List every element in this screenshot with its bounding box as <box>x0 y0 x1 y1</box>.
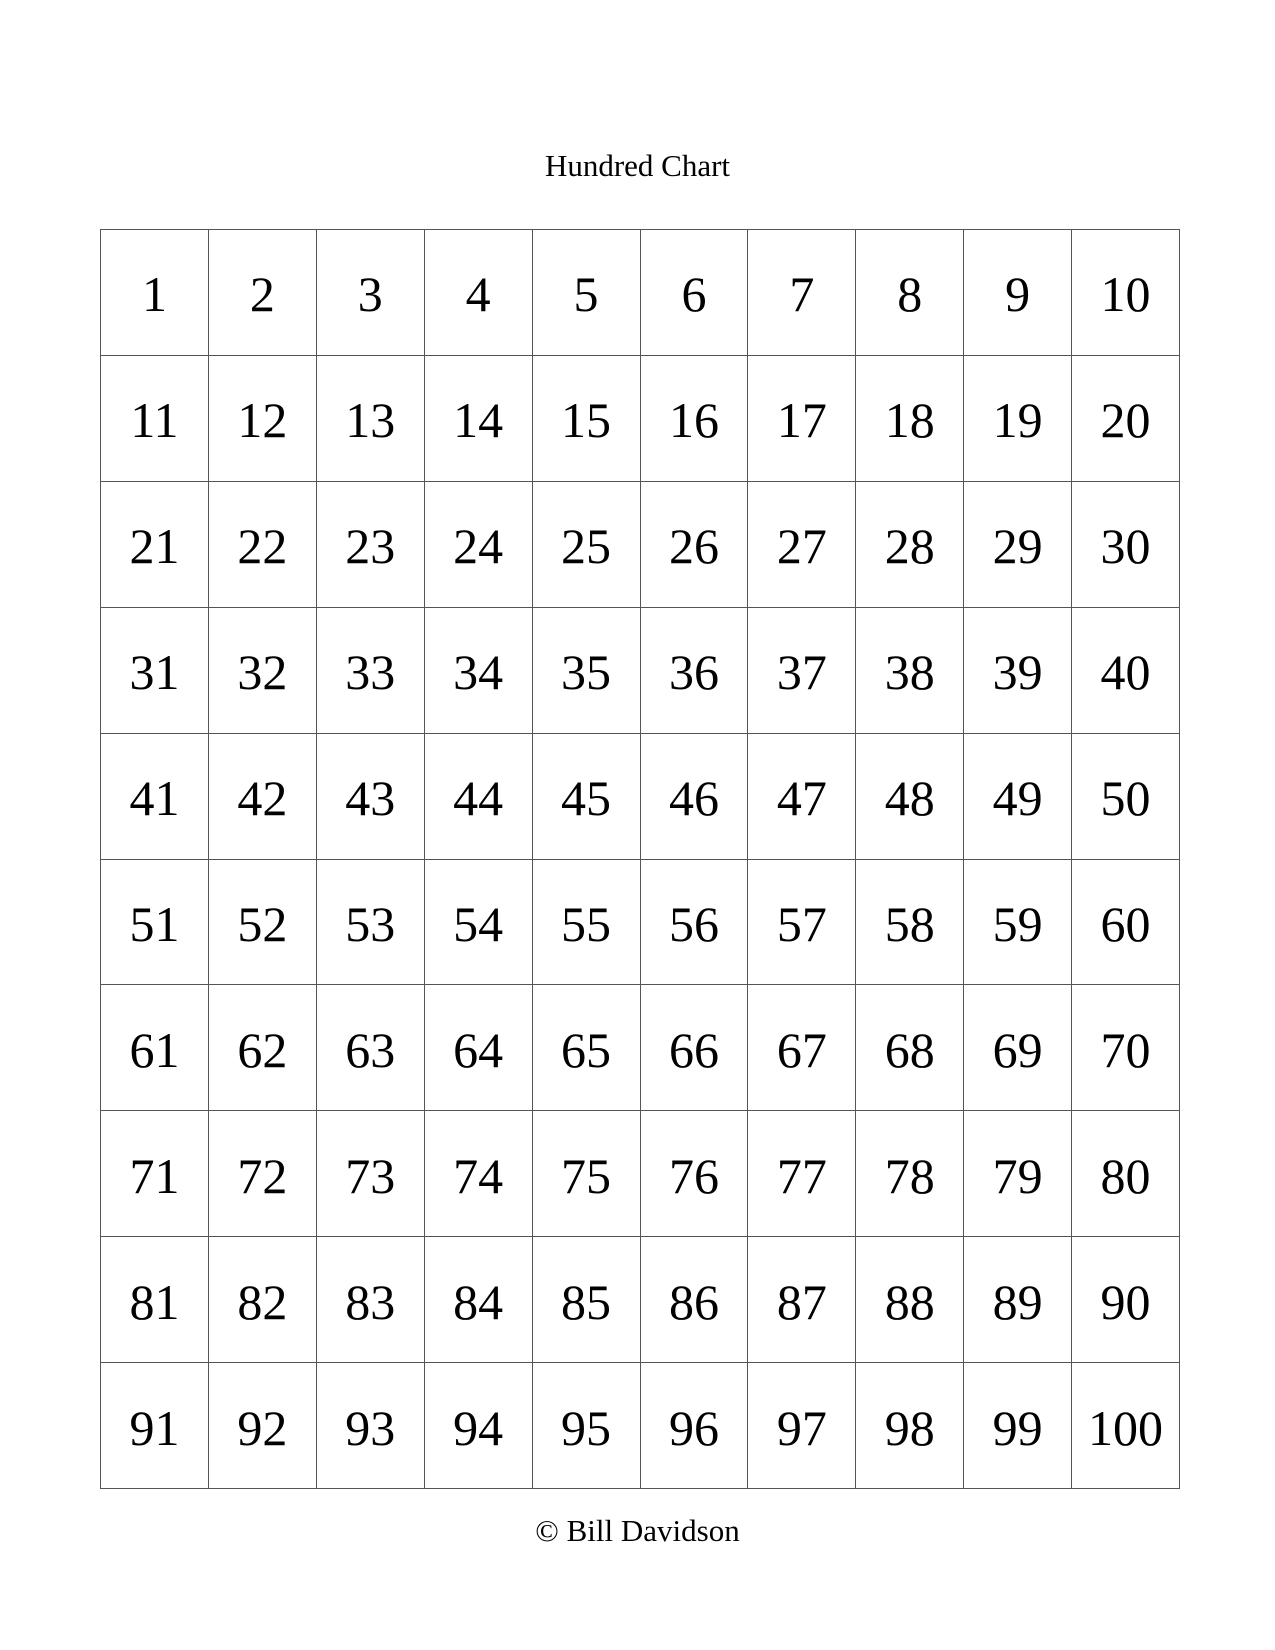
grid-cell-51: 51 <box>101 860 209 986</box>
grid-cell-96: 96 <box>641 1363 749 1489</box>
grid-cell-8: 8 <box>856 230 964 356</box>
grid-cell-60: 60 <box>1072 860 1180 986</box>
grid-cell-35: 35 <box>533 608 641 734</box>
grid-cell-66: 66 <box>641 985 749 1111</box>
grid-cell-18: 18 <box>856 356 964 482</box>
grid-cell-73: 73 <box>317 1111 425 1237</box>
grid-cell-81: 81 <box>101 1237 209 1363</box>
grid-cell-41: 41 <box>101 734 209 860</box>
grid-cell-75: 75 <box>533 1111 641 1237</box>
grid-cell-64: 64 <box>425 985 533 1111</box>
grid-cell-93: 93 <box>317 1363 425 1489</box>
grid-cell-87: 87 <box>748 1237 856 1363</box>
grid-cell-54: 54 <box>425 860 533 986</box>
grid-cell-45: 45 <box>533 734 641 860</box>
grid-cell-21: 21 <box>101 482 209 608</box>
grid-cell-25: 25 <box>533 482 641 608</box>
grid-cell-95: 95 <box>533 1363 641 1489</box>
grid-cell-15: 15 <box>533 356 641 482</box>
grid-cell-92: 92 <box>209 1363 317 1489</box>
grid-cell-82: 82 <box>209 1237 317 1363</box>
grid-cell-23: 23 <box>317 482 425 608</box>
grid-cell-37: 37 <box>748 608 856 734</box>
grid-cell-32: 32 <box>209 608 317 734</box>
grid-cell-49: 49 <box>964 734 1072 860</box>
grid-cell-39: 39 <box>964 608 1072 734</box>
grid-cell-42: 42 <box>209 734 317 860</box>
grid-cell-67: 67 <box>748 985 856 1111</box>
grid-cell-79: 79 <box>964 1111 1072 1237</box>
grid-cell-71: 71 <box>101 1111 209 1237</box>
grid-cell-3: 3 <box>317 230 425 356</box>
grid-cell-57: 57 <box>748 860 856 986</box>
grid-cell-100: 100 <box>1072 1363 1180 1489</box>
grid-cell-62: 62 <box>209 985 317 1111</box>
grid-cell-28: 28 <box>856 482 964 608</box>
grid-cell-30: 30 <box>1072 482 1180 608</box>
grid-cell-72: 72 <box>209 1111 317 1237</box>
grid-cell-68: 68 <box>856 985 964 1111</box>
grid-cell-9: 9 <box>964 230 1072 356</box>
grid-cell-97: 97 <box>748 1363 856 1489</box>
grid-cell-90: 90 <box>1072 1237 1180 1363</box>
grid-cell-40: 40 <box>1072 608 1180 734</box>
grid-cell-74: 74 <box>425 1111 533 1237</box>
grid-cell-22: 22 <box>209 482 317 608</box>
hundred-chart-grid <box>100 229 1180 1489</box>
grid-cell-46: 46 <box>641 734 749 860</box>
grid-cell-52: 52 <box>209 860 317 986</box>
grid-cell-94: 94 <box>425 1363 533 1489</box>
grid-cell-36: 36 <box>641 608 749 734</box>
grid-cell-1: 1 <box>101 230 209 356</box>
grid-cell-31: 31 <box>101 608 209 734</box>
grid-cell-99: 99 <box>964 1363 1072 1489</box>
grid-cell-86: 86 <box>641 1237 749 1363</box>
grid-cell-2: 2 <box>209 230 317 356</box>
grid-cell-27: 27 <box>748 482 856 608</box>
grid-cell-4: 4 <box>425 230 533 356</box>
copyright-notice: © Bill Davidson <box>535 1513 740 1548</box>
grid-cell-12: 12 <box>209 356 317 482</box>
grid-cell-55: 55 <box>533 860 641 986</box>
grid-cell-88: 88 <box>856 1237 964 1363</box>
grid-cell-19: 19 <box>964 356 1072 482</box>
grid-cell-44: 44 <box>425 734 533 860</box>
grid-cell-56: 56 <box>641 860 749 986</box>
grid-cell-53: 53 <box>317 860 425 986</box>
grid-cell-6: 6 <box>641 230 749 356</box>
grid-cell-24: 24 <box>425 482 533 608</box>
grid-cell-5: 5 <box>533 230 641 356</box>
grid-cell-89: 89 <box>964 1237 1072 1363</box>
grid-cell-16: 16 <box>641 356 749 482</box>
grid-cell-59: 59 <box>964 860 1072 986</box>
grid-cell-76: 76 <box>641 1111 749 1237</box>
grid-cell-69: 69 <box>964 985 1072 1111</box>
grid-cell-47: 47 <box>748 734 856 860</box>
grid-cell-61: 61 <box>101 985 209 1111</box>
grid-cell-70: 70 <box>1072 985 1180 1111</box>
grid-cell-43: 43 <box>317 734 425 860</box>
page-title: Hundred Chart <box>544 148 731 183</box>
grid-cell-63: 63 <box>317 985 425 1111</box>
grid-cell-80: 80 <box>1072 1111 1180 1237</box>
grid-cell-84: 84 <box>425 1237 533 1363</box>
grid-cell-10: 10 <box>1072 230 1180 356</box>
grid-cell-85: 85 <box>533 1237 641 1363</box>
grid-cell-7: 7 <box>748 230 856 356</box>
grid-cell-20: 20 <box>1072 356 1180 482</box>
grid-cell-33: 33 <box>317 608 425 734</box>
grid-cell-34: 34 <box>425 608 533 734</box>
grid-cell-38: 38 <box>856 608 964 734</box>
grid-cell-78: 78 <box>856 1111 964 1237</box>
grid-cell-50: 50 <box>1072 734 1180 860</box>
grid-cell-11: 11 <box>101 356 209 482</box>
grid-cell-83: 83 <box>317 1237 425 1363</box>
grid-cell-26: 26 <box>641 482 749 608</box>
grid-cell-77: 77 <box>748 1111 856 1237</box>
grid-cell-58: 58 <box>856 860 964 986</box>
grid-cell-48: 48 <box>856 734 964 860</box>
grid-cell-91: 91 <box>101 1363 209 1489</box>
grid-cell-98: 98 <box>856 1363 964 1489</box>
grid-cell-17: 17 <box>748 356 856 482</box>
grid-cell-65: 65 <box>533 985 641 1111</box>
grid-cell-13: 13 <box>317 356 425 482</box>
grid-cell-14: 14 <box>425 356 533 482</box>
grid-cell-29: 29 <box>964 482 1072 608</box>
